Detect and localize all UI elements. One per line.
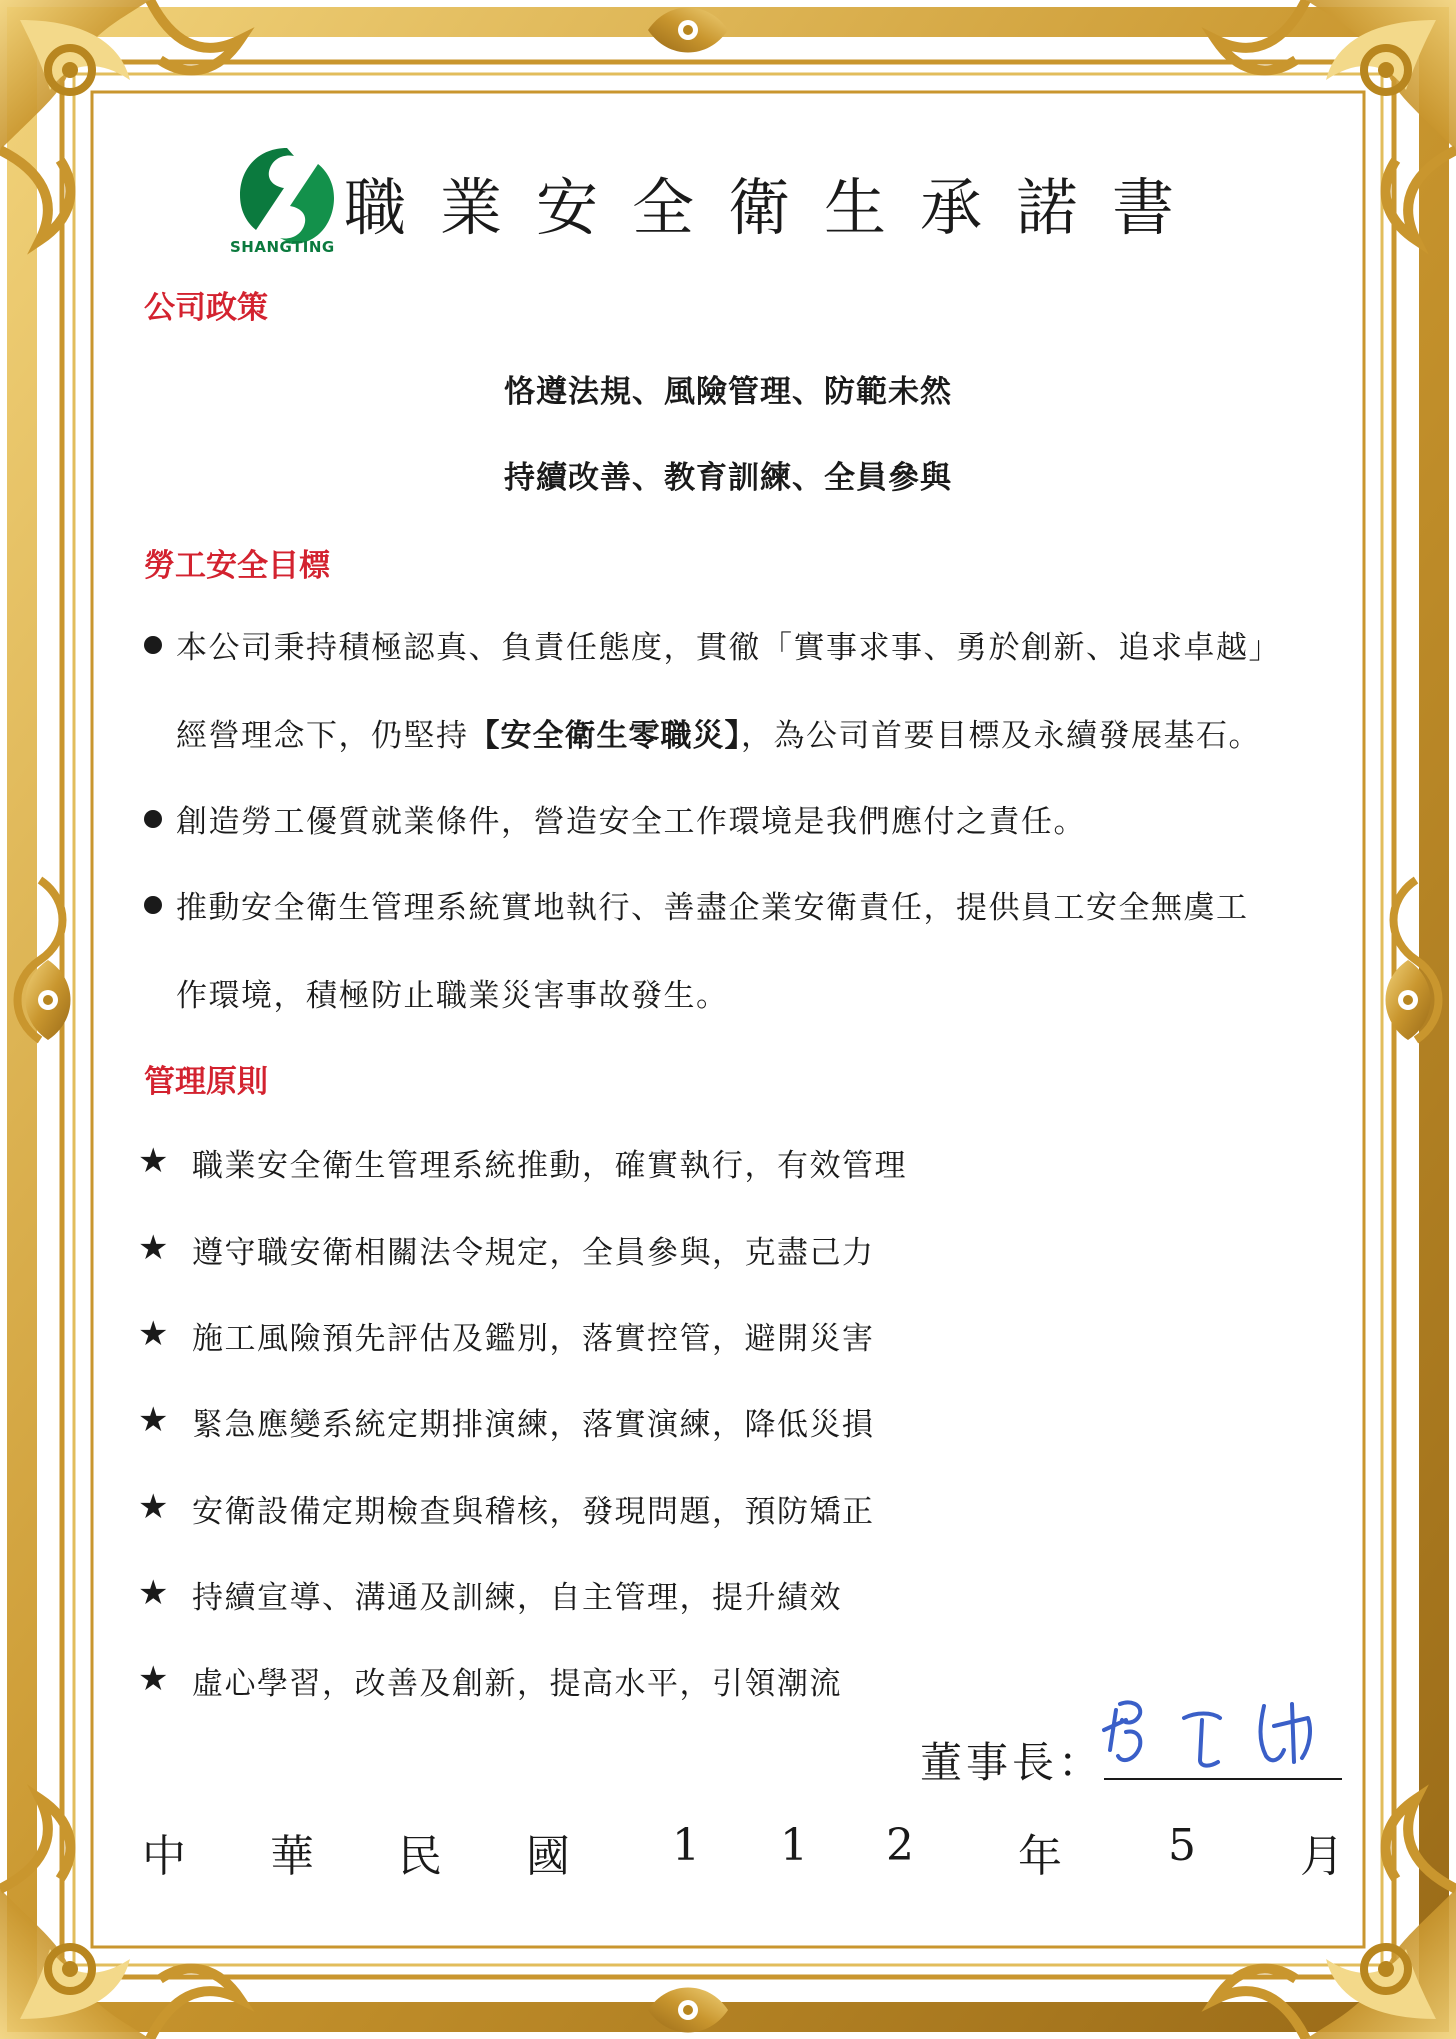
handwritten-signature-icon bbox=[1096, 1690, 1346, 1780]
bullet-dot-icon bbox=[144, 896, 162, 914]
date-char-zhong: 中 bbox=[142, 1831, 186, 1882]
star-icon: ★ bbox=[138, 1228, 169, 1268]
section-heading-goals: 勞工安全目標 bbox=[144, 548, 330, 584]
principle-item-6: 持續宣導、溝通及訓練，自主管理，提升績效 bbox=[192, 1580, 842, 1616]
principle-item-2: 遵守職安衛相關法令規定，全員參與，克盡己力 bbox=[192, 1235, 875, 1271]
star-icon: ★ bbox=[138, 1141, 169, 1181]
bullet-dot-icon bbox=[144, 636, 162, 654]
goal-line-3: 創造勞工優質就業條件，營造安全工作環境是我們應付之責任。 bbox=[176, 804, 1086, 840]
date-char-min: 民 bbox=[398, 1831, 442, 1882]
goal-line-2-post: ，為公司首要目標及永續發展基石。 bbox=[741, 718, 1261, 754]
date-month-digit: 5 bbox=[1168, 1820, 1196, 1871]
date-year-digit-3: 2 bbox=[886, 1820, 914, 1871]
goal-line-4: 推動安全衛生管理系統實地執行、善盡企業安衛責任，提供員工安全無虞工 bbox=[176, 890, 1249, 926]
goal-line-2-bold: 【安全衛生零職災】 bbox=[468, 718, 741, 754]
principle-item-3: 施工風險預先評估及鑑別，落實控管，避開災害 bbox=[192, 1321, 875, 1357]
goal-line-5: 作環境，積極防止職業災害事故發生。 bbox=[176, 978, 729, 1014]
section-heading-principles: 管理原則 bbox=[144, 1064, 268, 1100]
date-char-hua: 華 bbox=[270, 1831, 314, 1882]
signature-line bbox=[1104, 1778, 1342, 1780]
star-icon: ★ bbox=[138, 1573, 169, 1613]
principle-item-1: 職業安全衛生管理系統推動，確實執行，有效管理 bbox=[192, 1148, 907, 1184]
star-icon: ★ bbox=[138, 1659, 169, 1699]
section-heading-policy: 公司政策 bbox=[144, 290, 268, 326]
date-year-digit-1: 1 bbox=[672, 1820, 700, 1871]
logo-wordmark: SHANGTING bbox=[230, 238, 335, 256]
goal-line-2-pre: 經營理念下，仍堅持 bbox=[176, 718, 469, 754]
chairman-label: 董事長： bbox=[920, 1738, 1105, 1787]
principle-item-4: 緊急應變系統定期排演練，落實演練，降低災損 bbox=[192, 1407, 875, 1443]
date-char-guo: 國 bbox=[526, 1831, 570, 1882]
page-title: 職業安全衛生承諾書 bbox=[344, 171, 1209, 244]
date-char-month: 月 bbox=[1300, 1831, 1344, 1882]
goal-line-1: 本公司秉持積極認真、負責任態度，貫徹「實事求事、勇於創新、追求卓越」 bbox=[176, 630, 1281, 666]
policy-line-2: 持續改善、教育訓練、全員參與 bbox=[504, 460, 952, 496]
policy-line-1: 恪遵法規、風險管理、防範未然 bbox=[504, 374, 952, 410]
date-char-year: 年 bbox=[1018, 1831, 1062, 1882]
bullet-dot-icon bbox=[144, 810, 162, 828]
date-year-digit-2: 1 bbox=[780, 1820, 808, 1871]
star-icon: ★ bbox=[138, 1487, 169, 1527]
principle-item-5: 安衛設備定期檢查與稽核，發現問題，預防矯正 bbox=[192, 1494, 875, 1530]
star-icon: ★ bbox=[138, 1400, 169, 1440]
goal-line-2 bbox=[176, 710, 1261, 755]
principle-item-7: 虛心學習，改善及創新，提高水平，引領潮流 bbox=[192, 1666, 842, 1702]
star-icon: ★ bbox=[138, 1314, 169, 1354]
